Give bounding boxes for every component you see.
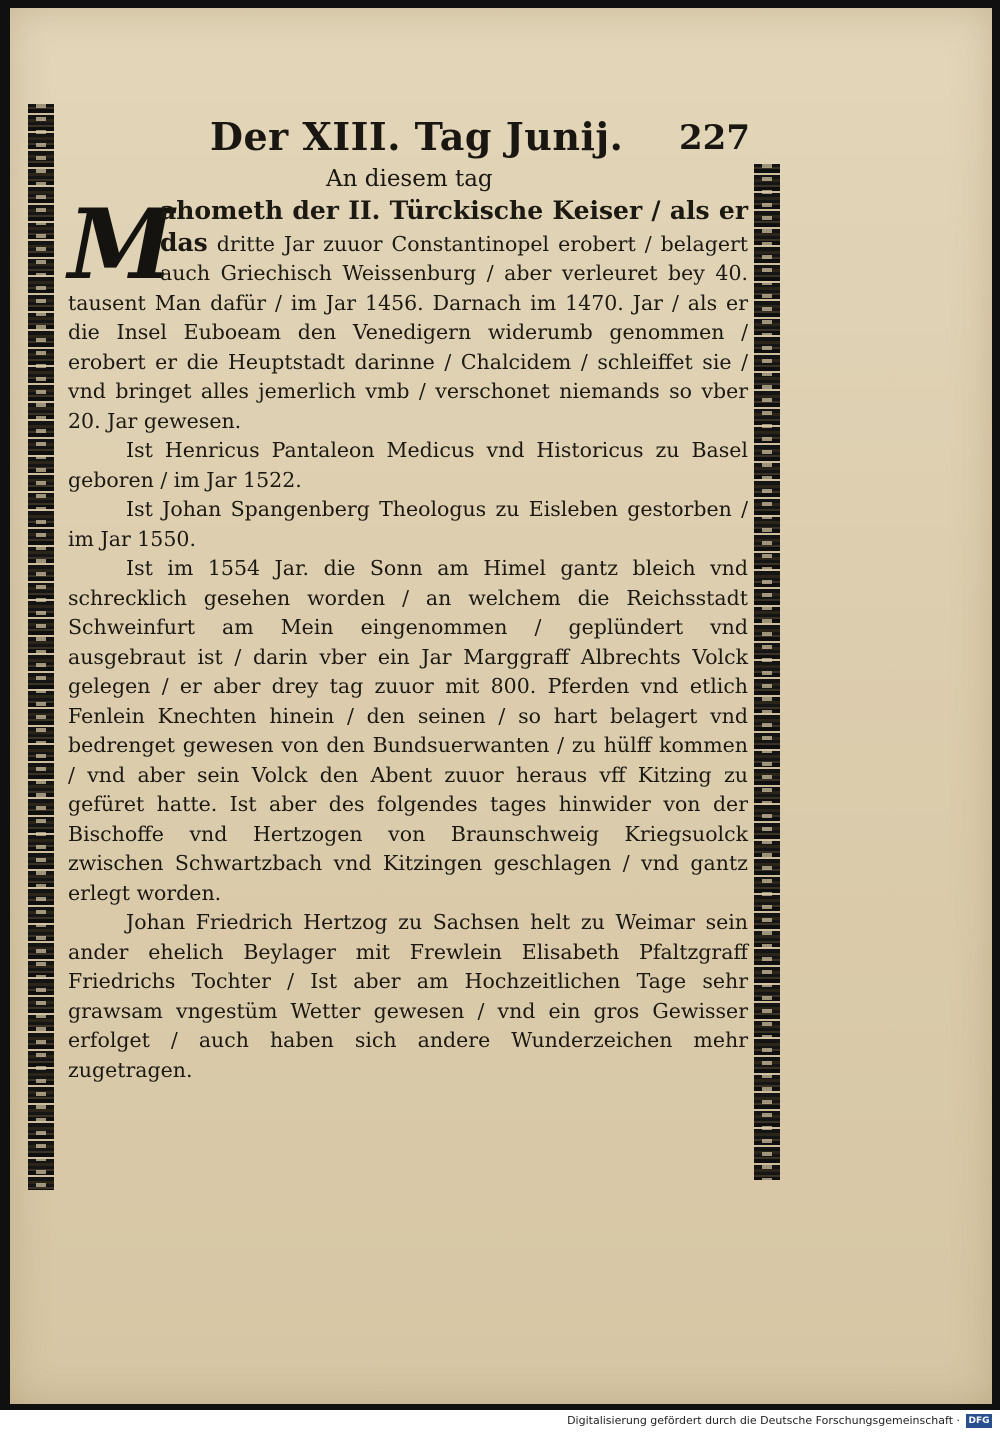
paragraph-schweinfurt: Ist im 1554 Jar. die Sonn am Himel gantz bleich vnd schrecklich gesehen worden / an welchem die Reichsstadt Schweinfurt am Mein eingenommen / geplündert vnd ausgebraut ist / darin vber ein Jar Marggraff Albrechts Volck gelegen / er aber drey tag zuuor mit 800. Pferden vnd etlich Fenlein Knechten hinein / den seinen / so hart belagert vnd bedrenget gewesen von den Bundsuerwanten / zu hülff kommen / vnd aber sein Volck den Abent zuuor heraus vff Kitzing zu gefüret hatte. Ist aber des folgendes tages hinwider von der Bischoffe vnd Hertzogen von Braunschweig Kriegsuolck zwischen Schwartzbach vnd Kitzingen geschlagen / vnd gantz erlegt worden.	[68, 556, 748, 905]
digitization-footer	[0, 1410, 1000, 1434]
paragraph-johan-friedrich: Johan Friedrich Hertzog zu Sachsen helt zu Weimar sein ander ehelich Beylager mit Frewlein Elisabeth Pfaltzgraff Friedrichs Tochter / Ist aber am Hochzeitlichen Tage sehr grawsam vngestüm Wetter gewesen / vnd ein gros Gewisser erfolget / auch haben sich andere Wunderzeichen mehr zugetragen.	[68, 910, 748, 1082]
running-title: Der XIII. Tag Junij.	[210, 114, 624, 159]
page-header	[210, 114, 770, 164]
body-text	[68, 188, 748, 1085]
paragraph-lead: ahometh der II. Türckische Keiser / als er das	[160, 196, 748, 257]
paragraph-spangenberg: Ist Johan Spangenberg Theologus zu Eisleben gestorben / im Jar 1550.	[68, 497, 748, 551]
ornamental-border-right	[754, 164, 780, 1180]
paragraph-text: dritte Jar zuuor Constantinopel erobert / belagert auch Griechisch Weissenburg / aber verleuret bey 40. tausent Man dafür / im Jar 1456. Darnach im 1470. Jar / als er die Insel Euboeam den Venedigern widerumb genommen / erobert er die Heuptstadt darinne / Chalcidem / schleiffet sie / vnd bringet alles jemerlich vmb / verschonet niemands so vber 20. Jar gewesen.	[68, 231, 748, 433]
page-number: 227	[679, 118, 750, 158]
drop-cap: M	[68, 188, 175, 301]
footer-credit: Digitalisierung gefördert durch die Deutsche Forschungsgemeinschaft ·	[567, 1414, 960, 1427]
book-page	[10, 8, 992, 1404]
paragraph-mahometh	[68, 188, 748, 436]
ornamental-border-left	[28, 104, 54, 1190]
section-subheading: An diesem tag	[326, 166, 493, 192]
dfg-logo: DFG	[966, 1414, 992, 1428]
paragraph-pantaleon: Ist Henricus Pantaleon Medicus vnd Historicus zu Basel geboren / im Jar 1522.	[68, 438, 748, 492]
